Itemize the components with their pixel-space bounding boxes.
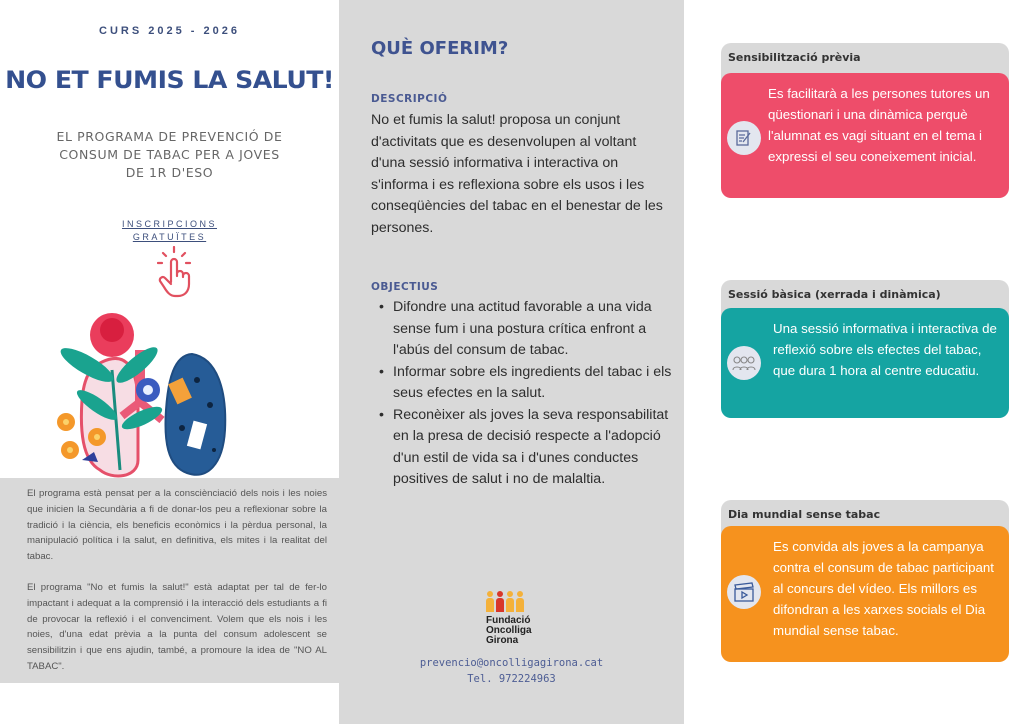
card-text: Es facilitarà a les persones tutores un qüestionari i una dinàmica perquè l'alumnat es vagi situant en el tema i expressi el seu coneixement inicial. — [768, 86, 990, 164]
objectives-list — [371, 297, 676, 491]
card-text: Es convida als joves a la campanya contra el consum de tabac participant al concurs del vídeo. Els millors es difondran a les xarxes socials el Dia mundial sense tabac. — [773, 539, 995, 638]
card-body — [721, 526, 1009, 662]
info-paragraph: El programa "No et fumis la salut!" està adaptat per tal de fer-lo impactant i adequat a la comprensió i la interacció dels estudiants a fi de provocar la reflexió i el convenciment. Volem que els nois i les noies, d'una edat prèvia a la punta del consum adolescent se sensibilitzin i que ens ajudin, també, a promoure la idea de "NO AL TABAC". — [27, 581, 327, 672]
objective-item: • Informar sobre els ingredients del tabac i els seus efectes en la salut. — [371, 362, 676, 405]
info-paragraph: El programa està pensat per a la consciènciació dels nois i les noies que inicien la Secundària a fi de donar-los peu a reflexionar sobre la tradició i la ciència, els beneficis econòmics i la pèrdua personal, la manipulació política i la salut, en definitiva, els mites i la realitat del tabac. — [27, 488, 327, 563]
registration-line[interactable]: INSCRIPCIONS — [121, 219, 217, 229]
subtitle-line: DE 1R D'ESO — [125, 165, 214, 180]
description-label: DESCRIPCIÓ — [371, 93, 448, 105]
questionnaire-icon — [727, 121, 761, 155]
subtitle — [0, 128, 339, 182]
logo-figures-icon — [486, 591, 532, 613]
objective-item: • Reconèixer als joves la seva responsabilitat en la presa de decisió respecte a l'adopció d'un estil de vida sa i d'unes conductes positives de salut i no de malaltia. — [371, 405, 676, 491]
main-title: NO ET FUMIS LA SALUT! — [5, 66, 334, 94]
left-panel — [0, 0, 339, 724]
card-title: Sensibilització prèvia — [721, 43, 1009, 83]
card-sensitization — [721, 43, 1009, 164]
card-basic-session — [721, 280, 1009, 378]
card-title: Sessió bàsica (xerrada i dinàmica) — [721, 280, 1009, 320]
card-title: Dia mundial sense tabac — [721, 500, 1009, 540]
subtitle-line: CONSUM DE TABAC PER A JOVES — [59, 147, 280, 162]
phone-number: Tel. 972224963 — [467, 673, 556, 685]
course-year: CURS 2025 - 2026 — [99, 25, 240, 37]
foundation-logo — [486, 591, 532, 646]
group-icon — [727, 346, 761, 380]
card-body — [721, 73, 1009, 198]
logo-text-line: Oncolliga — [486, 625, 532, 636]
program-info-box — [0, 478, 339, 683]
logo-text-line: Girona — [486, 635, 519, 646]
section-heading: QUÈ OFERIM? — [371, 38, 509, 59]
card-body — [721, 308, 1009, 418]
pointing-hand-icon[interactable] — [157, 246, 195, 298]
contact-info — [339, 655, 684, 687]
logo-text-line: Fundació — [486, 615, 531, 626]
card-text: Una sessió informativa i interactiva de reflexió sobre els efectes del tabac, que dura 1 hora al centre educatiu. — [773, 321, 997, 378]
card-world-day — [721, 500, 1009, 638]
subtitle-line: EL PROGRAMA DE PREVENCIÓ DE — [56, 129, 283, 144]
registration-link[interactable] — [0, 218, 339, 244]
email-link[interactable]: prevencio@oncolligagirona.cat — [419, 657, 604, 669]
video-clapper-icon — [727, 575, 761, 609]
objective-item: • Difondre una actitud favorable a una vida sense fum i una postura crítica enfront a l'abús del consum de tabac. — [371, 297, 676, 362]
lungs-flower-illustration — [42, 310, 242, 480]
objectives-label: OBJECTIUS — [371, 281, 439, 293]
description-text: No et fumis la salut! proposa un conjunt d'activitats que es desenvolupen al voltant d'una sessió informativa i interactiva on s'informa i es reflexiona sobre els usos i les conseqüències del tabac en el benestar de les persones. — [371, 112, 663, 236]
registration-line[interactable]: GRATUÏTES — [132, 232, 207, 242]
